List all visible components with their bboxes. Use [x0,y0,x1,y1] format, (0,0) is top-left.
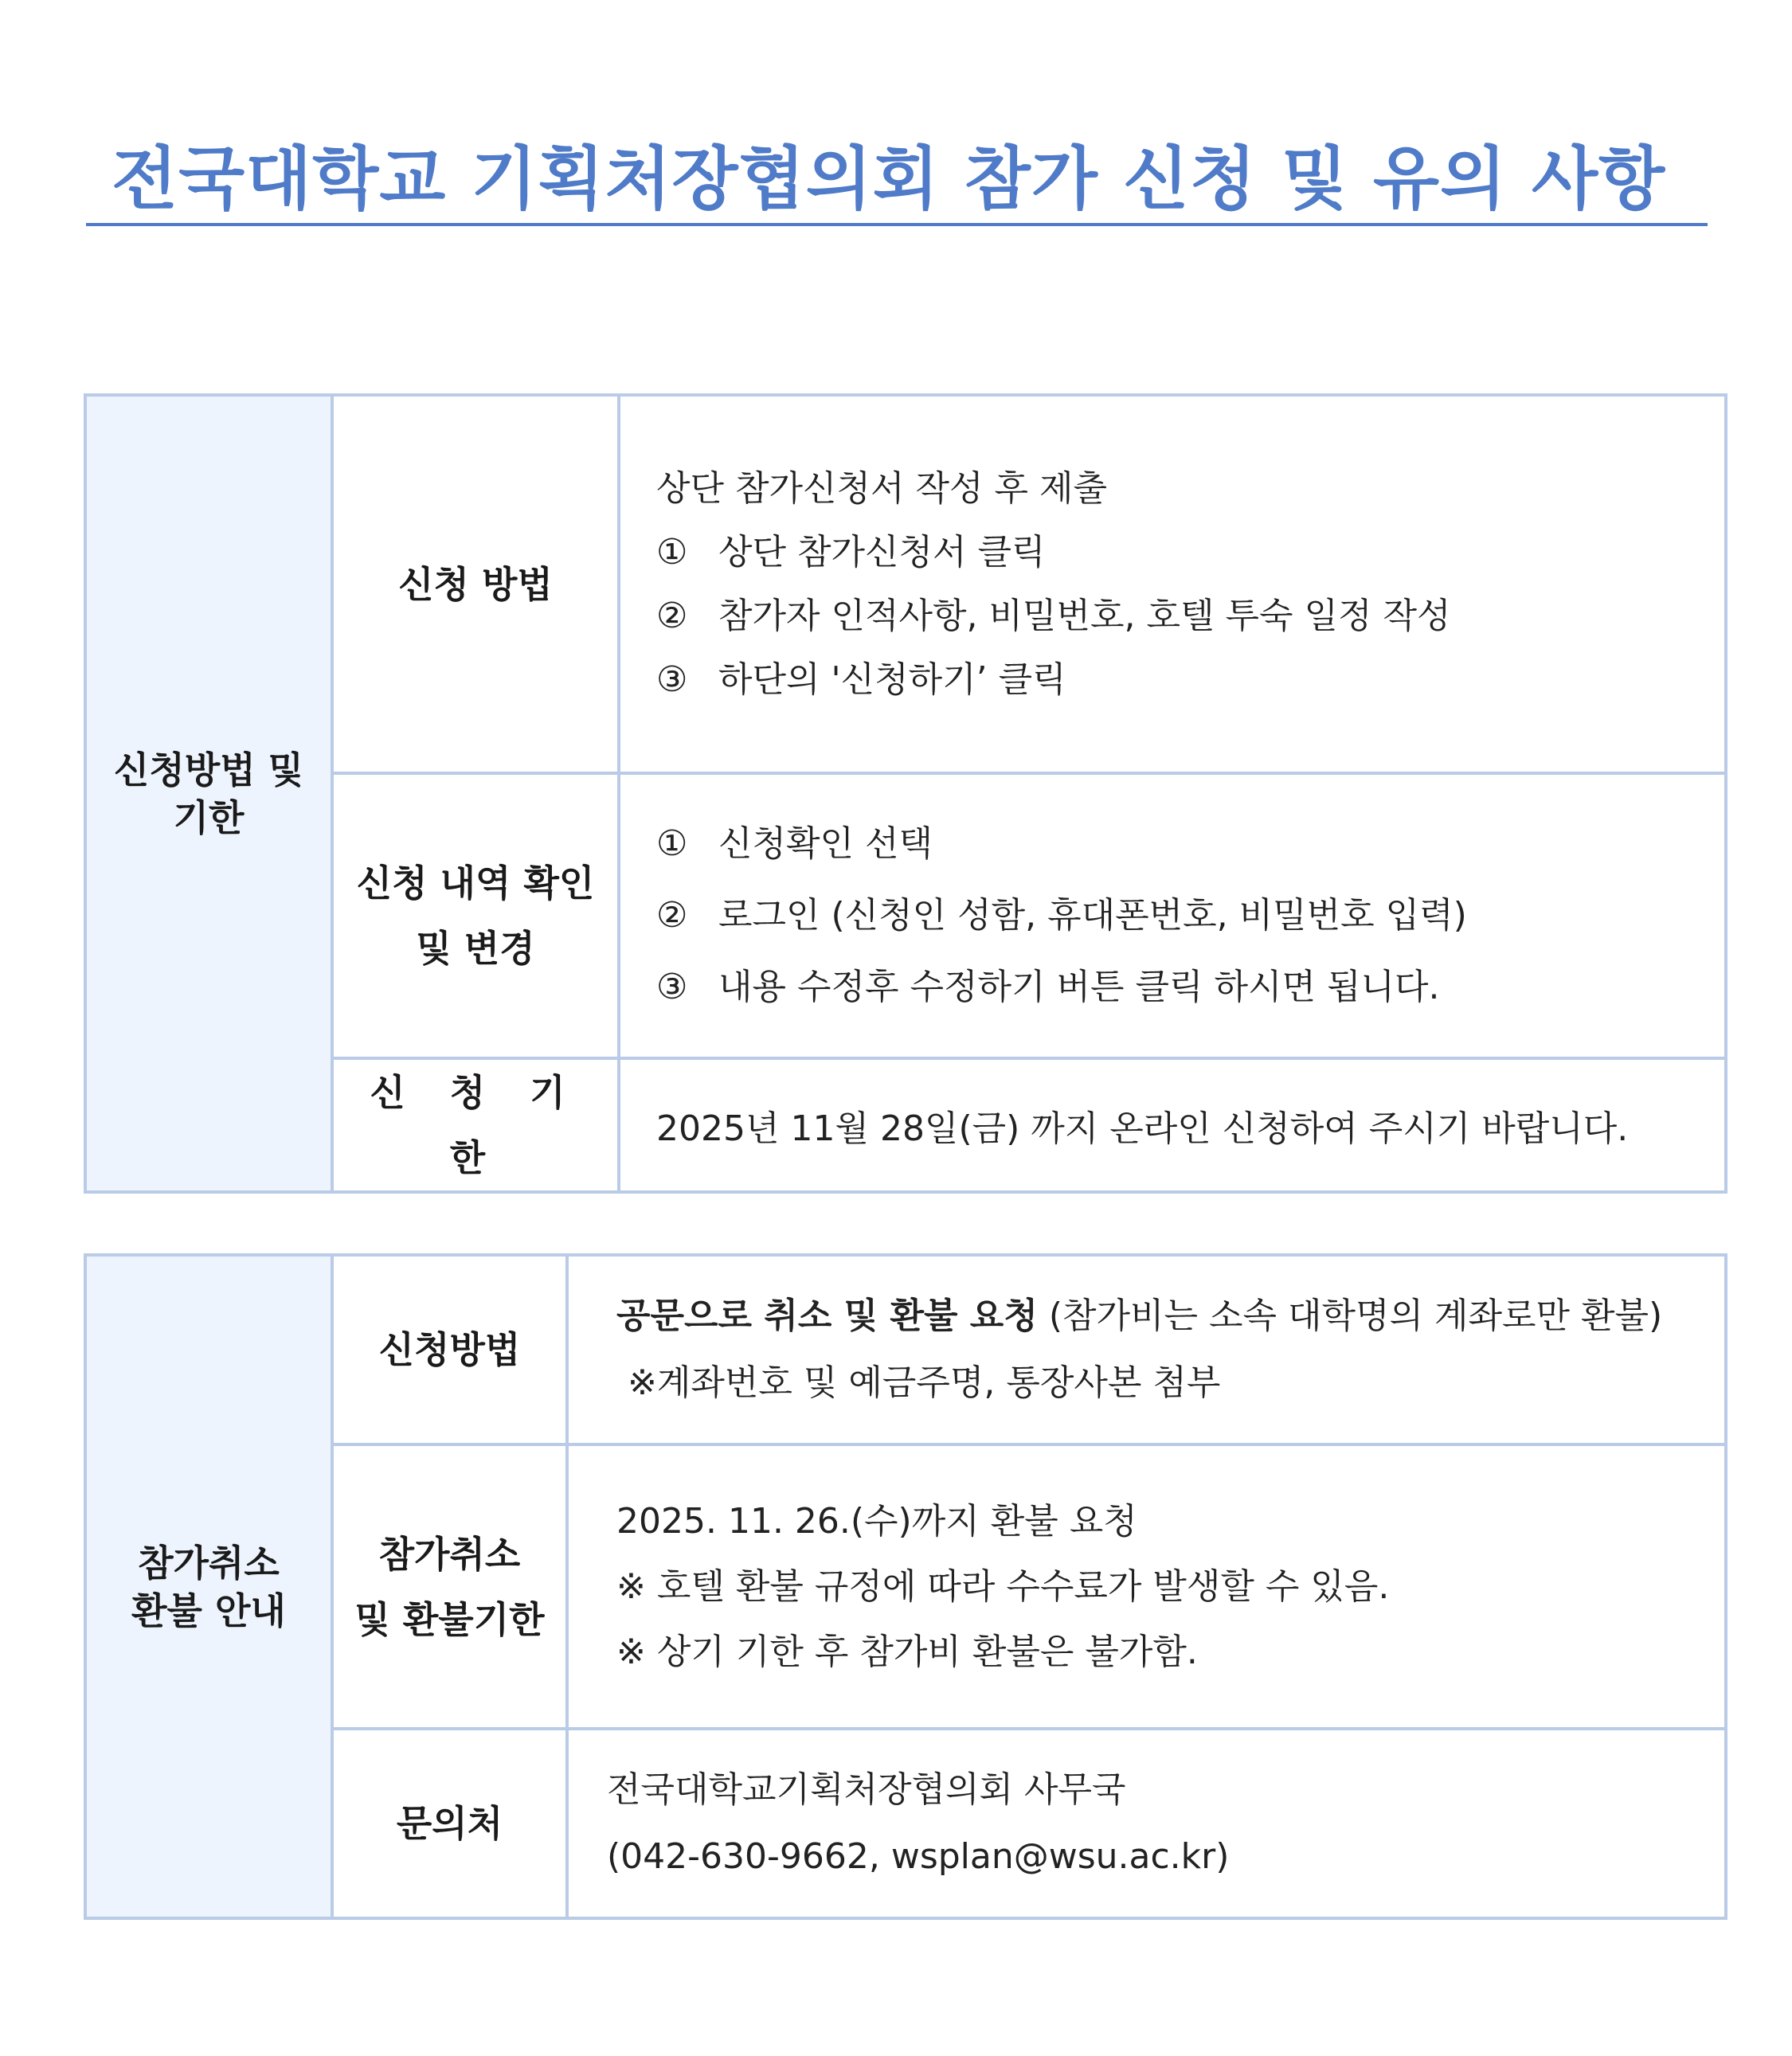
contact-content [567,1729,1726,1918]
contact-label: 문의처 [332,1729,567,1918]
refund-method-text: 공문으로 취소 및 환불 요청 (참가비는 소속 대학명의 계좌로만 환불) [616,1296,1663,1336]
check-step: ① 신청확인 선택 [656,823,933,864]
check-change-content [619,773,1726,1058]
refund-deadline-content [567,1444,1726,1729]
refund-method-label: 신청방법 [332,1255,567,1444]
apply-method-label: 신청 방법 [332,395,619,773]
deadline-text: 2025년 11월 28일(금) 까지 온라인 신청하여 주시기 바랍니다. [619,1058,1726,1192]
apply-method-content [619,395,1726,773]
group-label-line: 참가취소 [138,1541,280,1585]
refund-notice-line: ※ 호텔 환불 규정에 따라 수수료가 발생할 수 있음. [616,1565,1390,1607]
refund-notice-line: 2025. 11. 26.(수)까지 환불 요청 [616,1500,1137,1542]
check-step: ② 로그인 (신청인 성함, 휴대폰번호, 비밀번호 입력) [656,895,1467,936]
check-change-label: 신청 내역 확인 및 변경 [332,773,619,1058]
application-group-label [85,395,332,1192]
refund-table [84,1253,1727,1920]
group-label-line: 신청방법 및 [113,748,304,792]
group-label-line: 기한 [173,795,245,839]
refund-method-row [85,1255,1726,1444]
group-label-line: 환불 안내 [131,1589,286,1632]
title-underline [86,223,1708,226]
contact-phone-email: (042-630-9662, wsplan@wsu.ac.kr) [607,1836,1230,1877]
apply-method-intro: 상단 참가신청서 작성 후 제출 [656,467,1107,509]
refund-deadline-label: 참가취소 및 환불기한 [332,1444,567,1729]
refund-method-note: ※계좌번호 및 예금주명, 통장사본 첨부 [628,1362,1221,1403]
refund-group-label [85,1255,332,1918]
application-table [84,393,1727,1194]
refund-notice-line: ※ 상기 기한 후 참가비 환불은 불가함. [616,1631,1198,1672]
deadline-label: 신 청 기 한 [332,1058,619,1192]
apply-step: ② 참가자 인적사항, 비밀번호, 호텔 투숙 일정 작성 [656,595,1451,636]
contact-office: 전국대학교기획처장협의회 사무국 [607,1769,1126,1810]
apply-step: ③ 하단의 '신청하기’ 클릭 [656,659,1066,700]
refund-method-content [567,1255,1726,1444]
apply-method-row [85,395,1726,773]
apply-step: ① 상단 참가신청서 클릭 [656,531,1046,573]
check-step: ③ 내용 수정후 수정하기 버튼 클릭 하시면 됩니다. [656,967,1440,1007]
page-title: 전국대학교 기획처장협의회 참가 신청 및 유의 사항 [112,139,1666,219]
